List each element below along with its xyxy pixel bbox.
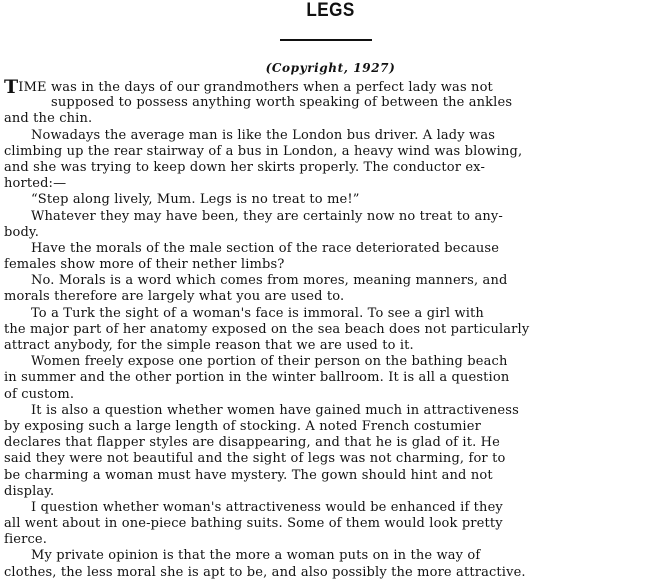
title-divider xyxy=(280,39,372,41)
body-line: be charming a woman must have mystery. The gown should hint and not xyxy=(4,467,493,483)
body-line: It is also a question whether women have gained much in attractiveness xyxy=(31,402,519,418)
body-line: and the chin. xyxy=(4,111,93,127)
body-line: by exposing such a large length of stocking. A noted French costumier xyxy=(4,418,481,434)
body-line: “Step along lively, Mum. Legs is no treat to me!” xyxy=(31,192,360,208)
body-line: climbing up the rear stairway of a bus in London, a heavy wind was blowing, xyxy=(4,143,523,159)
drop-cap: T xyxy=(4,79,19,96)
body-line: females show more of their nether limbs? xyxy=(4,257,285,273)
body-line: and she was trying to keep down her skirts properly. The conductor ex- xyxy=(4,159,485,175)
body-line: fierce. xyxy=(4,532,48,548)
body-line: of custom. xyxy=(4,386,75,402)
body-line: all went about in one-piece bathing suits. Some of them would look pretty xyxy=(4,516,503,532)
body-line: Whatever they may have been, they are certainly now no treat to any- xyxy=(31,208,503,224)
body-line: morals therefore are largely what you are used to. xyxy=(4,289,345,305)
article-title: LEGS xyxy=(306,0,355,21)
body-line: My private opinion is that the more a woman puts on in the way of xyxy=(31,548,481,564)
body-line: Have the morals of the male section of the race deteriorated because xyxy=(31,240,500,256)
body-line: declares that flapper styles are disappearing, and that he is glad of it. He xyxy=(4,435,500,451)
body-line: No. Morals is a word which comes from mores, meaning manners, and xyxy=(31,273,508,289)
body-line: Nowadays the average man is like the London bus driver. A lady was xyxy=(31,127,496,143)
body-line: display. xyxy=(4,483,55,499)
body-line: clothes, the less moral she is apt to be, and also possibly the more attractive. xyxy=(4,564,526,580)
body-line: body. xyxy=(4,224,39,240)
body-line: said they were not beautiful and the sight of legs was not charming, for to xyxy=(4,451,506,467)
body-line: horted:— xyxy=(4,176,67,192)
body-line: Women freely expose one portion of their person on the bathing beach xyxy=(31,354,508,370)
body-line: supposed to possess anything worth speaking of between the ankles xyxy=(51,95,513,111)
body-line: I question whether woman's attractiveness would be enhanced if they xyxy=(31,499,503,515)
article-body xyxy=(4,79,660,581)
body-line: attract anybody, for the simple reason that we are used to it. xyxy=(4,338,414,353)
body-line: TIME was in the days of our grandmothers when a perfect lady was not xyxy=(4,79,660,95)
body-line: To a Turk the sight of a woman's face is immoral. To see a girl with xyxy=(31,305,484,321)
body-line: in summer and the other portion in the winter ballroom. It is all a question xyxy=(4,370,510,386)
body-line: the major part of her anatomy exposed on the sea beach does not particularly xyxy=(4,321,530,337)
copyright-line: (Copyright, 1927) xyxy=(265,61,396,75)
